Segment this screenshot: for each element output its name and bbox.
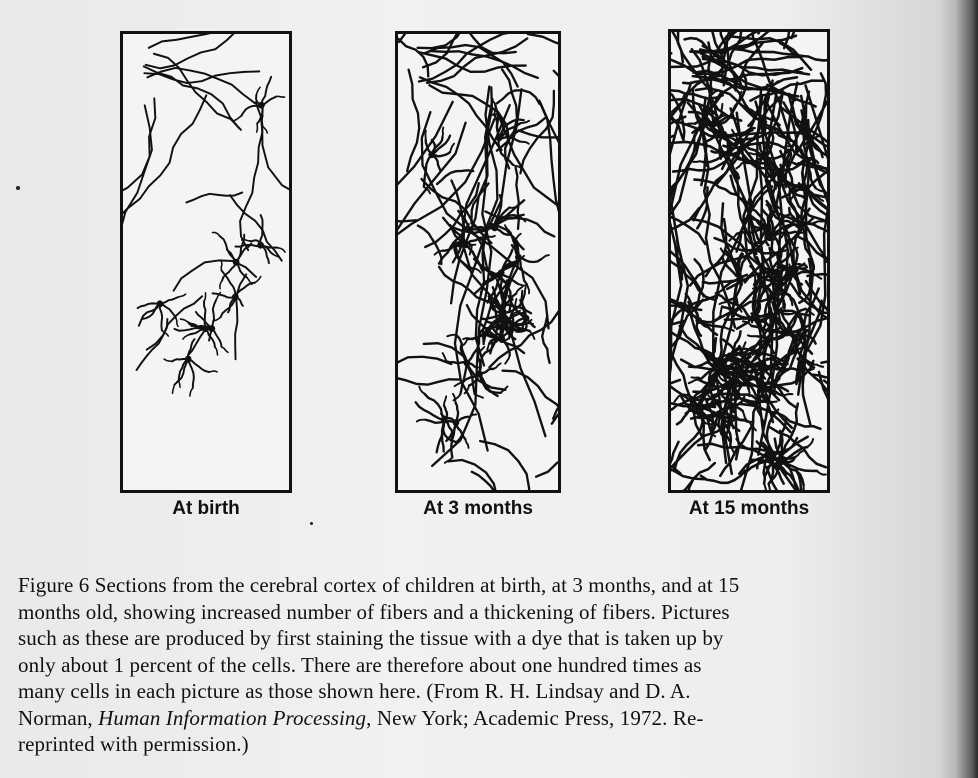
- page-edge-shadow: [956, 0, 978, 778]
- neuron-fiber: [209, 371, 217, 372]
- neuron-fiber: [234, 116, 241, 121]
- neuron-fiber: [230, 195, 282, 261]
- figure-caption: [18, 572, 948, 758]
- dust-speck: [16, 186, 20, 190]
- neuron-fiber: [222, 262, 236, 280]
- neuron-fiber: [278, 248, 285, 252]
- neuron-fiber: [528, 34, 558, 88]
- caption-line: Figure 6 Sections from the cerebral cortex of children at birth, at 3 months, and at 15: [18, 573, 740, 597]
- neuron-fiber: [204, 293, 205, 301]
- neuron-fiber: [173, 385, 175, 393]
- neuron-fiber: [708, 399, 718, 400]
- neuron-fiber: [144, 66, 239, 128]
- panel-at-birth: [120, 31, 292, 493]
- neuron-fiber: [398, 34, 428, 76]
- neuron-fiber: [164, 359, 172, 361]
- neuron-fiber: [764, 484, 767, 490]
- neuron-drawing-birth: [123, 34, 289, 490]
- neuron-fiber: [443, 127, 444, 136]
- panel-label-at-15-months: At 15 months: [688, 498, 810, 519]
- caption-line-start: Norman,: [18, 705, 99, 730]
- neuron-fiber: [689, 379, 698, 383]
- panel-at-3-months: [395, 31, 561, 493]
- caption-line-end: , New York; Academic Press, 1972. Re-: [366, 705, 704, 730]
- neuron-fiber: [123, 98, 155, 220]
- caption-line: many cells in each picture as those shown here. (From R. H. Lindsay and D. A.: [18, 679, 691, 703]
- neuron-fiber: [505, 355, 510, 363]
- neuron-fiber: [442, 420, 444, 451]
- neuron-fiber: [518, 130, 558, 140]
- caption-line: reprinted with permission.): [18, 732, 249, 756]
- neuron-fiber: [257, 124, 258, 133]
- neuron-fiber: [674, 395, 681, 402]
- neuron-fiber: [553, 376, 558, 419]
- neuron-fiber: [139, 304, 160, 326]
- neuron-fiber: [212, 232, 219, 236]
- book-title: Human Information Processing: [98, 705, 367, 730]
- neuron-fiber: [472, 472, 508, 490]
- neuron-fiber: [671, 67, 684, 81]
- neuron-fiber: [539, 101, 558, 291]
- caption-line: such as these are produced by first staining the tissue with a dye that is taken up by: [18, 626, 724, 650]
- neuron-fiber: [222, 270, 236, 296]
- neuron-fiber: [444, 396, 446, 405]
- neuron-fiber: [727, 137, 728, 154]
- neuron-fiber: [503, 371, 558, 427]
- neuron-fiber: [256, 87, 260, 95]
- neuron-fiber: [486, 236, 495, 237]
- neuron-fiber: [160, 297, 178, 304]
- caption-line: months old, showing increased number of fibers and a thickening of fibers. Pictures: [18, 599, 730, 624]
- neuron-fiber: [525, 318, 526, 330]
- neuron-fiber: [137, 319, 168, 370]
- neuron-fiber: [520, 142, 529, 144]
- neuron-fiber: [146, 34, 251, 68]
- dust-speck: [310, 522, 313, 525]
- neuron-drawing-15-months: [671, 32, 827, 490]
- neuron-fiber: [183, 334, 190, 339]
- neuron-fiber: [123, 105, 152, 320]
- neuron-fiber: [450, 144, 454, 152]
- neuron-fiber: [467, 414, 476, 416]
- neuron-fiber: [693, 161, 703, 162]
- neuron-drawing-3-months: [398, 34, 558, 490]
- neuron-fiber: [807, 439, 813, 447]
- panel-label-at-3-months: At 3 months: [423, 498, 533, 519]
- neuron-fiber: [188, 359, 194, 388]
- neuron-fiber: [751, 199, 752, 209]
- neuron-fiber: [123, 95, 206, 219]
- neuron-fiber: [769, 484, 770, 490]
- neuron-fiber: [398, 200, 416, 222]
- neuron-fiber: [240, 102, 262, 250]
- neuron-fiber: [419, 386, 424, 393]
- neuron-fiber: [398, 119, 494, 287]
- neuron-fiber: [493, 363, 500, 369]
- neuron-fiber: [783, 368, 804, 369]
- panel-label-at-birth: At birth: [172, 498, 240, 519]
- neuron-fiber: [456, 403, 459, 423]
- neuron-fiber: [821, 326, 827, 363]
- neuron-fiber: [524, 288, 526, 297]
- neuron-fiber: [221, 262, 222, 271]
- neuron-fiber: [813, 365, 823, 367]
- neuron-fiber: [417, 420, 426, 422]
- neuron-fiber: [212, 300, 216, 329]
- neuron-fiber: [465, 439, 468, 448]
- neuron-fiber: [407, 70, 419, 171]
- neuron-fiber: [215, 347, 218, 355]
- neuron-fiber: [747, 153, 757, 154]
- neuron-fiber: [804, 485, 806, 490]
- neuron-fiber: [516, 168, 519, 229]
- neuron-fiber: [174, 359, 188, 385]
- neuron-fiber: [154, 54, 241, 130]
- neuron-fiber: [520, 121, 529, 123]
- neuron-fiber: [815, 221, 825, 222]
- neuron-fiber: [220, 236, 237, 262]
- neuron-fiber: [541, 255, 549, 259]
- panel-at-15-months: [668, 29, 830, 493]
- neuron-fiber: [262, 123, 289, 247]
- neuron-fiber: [398, 375, 460, 385]
- neuron-fiber: [220, 281, 222, 289]
- neuron-fiber: [497, 90, 540, 104]
- neuron-fiber: [180, 319, 188, 322]
- neuron-fiber: [416, 402, 445, 420]
- neuron-fiber: [692, 377, 702, 378]
- neuron-fiber: [178, 294, 186, 297]
- neuron-fiber: [749, 386, 750, 396]
- caption-line: [18, 705, 948, 732]
- neuron-fiber: [276, 96, 284, 97]
- neuron-fiber: [176, 318, 178, 326]
- neuron-fiber: [736, 162, 744, 169]
- caption-line: only about 1 percent of the cells. There are therefore about one hundred times as: [18, 652, 702, 677]
- neuron-fiber: [212, 329, 222, 347]
- neuron-fiber: [261, 105, 262, 126]
- neuron-fiber: [160, 304, 162, 331]
- neuron-fiber: [149, 34, 259, 48]
- neuron-fiber: [213, 293, 236, 297]
- neuron-fiber: [419, 34, 517, 81]
- neuron-fiber: [398, 357, 451, 364]
- neuron-fiber: [817, 471, 826, 475]
- neuron-fiber: [451, 430, 452, 439]
- neuron-fiber: [767, 417, 772, 451]
- neuron-fiber: [204, 301, 206, 328]
- neuron-fiber: [190, 388, 193, 396]
- neuron-fiber: [222, 347, 228, 353]
- neuron-fiber: [789, 264, 790, 274]
- neuron-fiber: [748, 335, 758, 336]
- neuron-fiber: [536, 428, 558, 477]
